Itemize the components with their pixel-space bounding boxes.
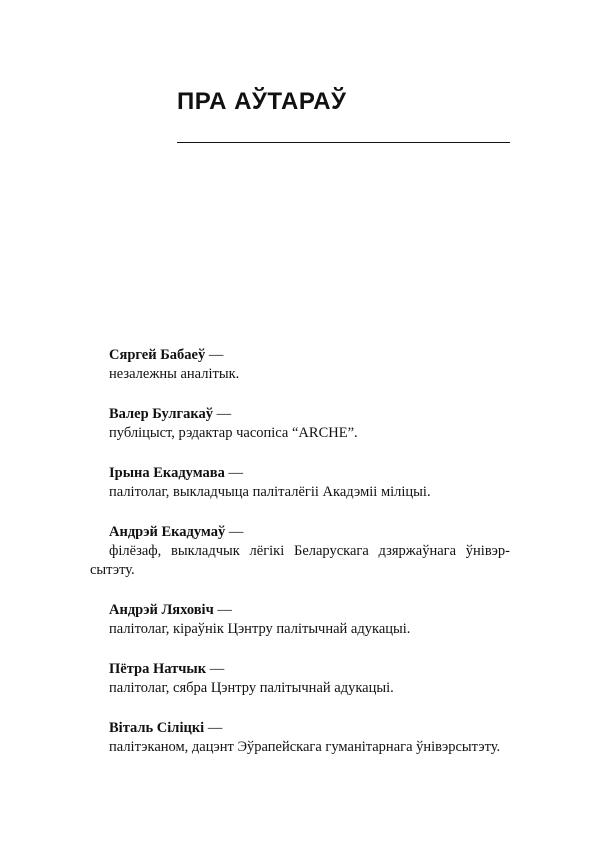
author-entry (90, 660, 510, 698)
author-dash: — (213, 602, 232, 618)
title-divider (177, 142, 510, 143)
author-name: Андрэй Ляховіч (109, 602, 214, 618)
author-heading (90, 464, 510, 483)
author-dash: — (224, 465, 243, 481)
author-entry (90, 601, 510, 639)
author-dash: — (225, 524, 244, 540)
author-description: палітэканом, дацэнт Эўрапейскага гуманітарнага ўнівэрсытэту. (109, 739, 501, 755)
author-name: Андрэй Екадумаў (109, 524, 226, 540)
author-dash: — (213, 406, 232, 422)
author-dash: — (206, 661, 225, 677)
author-description: публіцыст, рэдактар часопіса “ARCHE”. (109, 425, 358, 441)
author-name: Сяргей Бабаеў (109, 347, 206, 363)
author-heading (90, 346, 510, 365)
author-heading (90, 660, 510, 679)
author-description: палітолаг, кіраўнік Цэнтру палітычнай адукацыі. (109, 621, 411, 637)
author-description: палітолаг, выкладчыца паліталёгіі Акадэміі міліцыі. (109, 484, 431, 500)
author-name: Ірына Екадумава (109, 465, 225, 481)
author-description: незалежны аналітык. (109, 366, 240, 382)
author-entry (90, 405, 510, 443)
author-entry (90, 464, 510, 502)
author-name: Віталь Сіліцкі (109, 720, 205, 736)
author-description: палітолаг, сябра Цэнтру палітычнай адукацыі. (109, 680, 394, 696)
author-heading (90, 405, 510, 424)
author-heading (90, 523, 510, 542)
author-heading (90, 719, 510, 738)
author-name: Валер Булгакаў (109, 406, 214, 422)
author-entry (90, 523, 510, 580)
authors-list (90, 346, 510, 778)
author-entry (90, 346, 510, 384)
author-description: філёзаф, выкладчык лёгікі Беларускага дзяржаўнага ўнівэрсытэту. (90, 543, 510, 578)
author-heading (90, 601, 510, 620)
page-title: ПРА АЎТАРАЎ (177, 88, 347, 115)
author-name: Пётра Натчык (109, 661, 207, 677)
author-dash: — (204, 720, 223, 736)
author-entry (90, 719, 510, 757)
author-dash: — (205, 347, 224, 363)
